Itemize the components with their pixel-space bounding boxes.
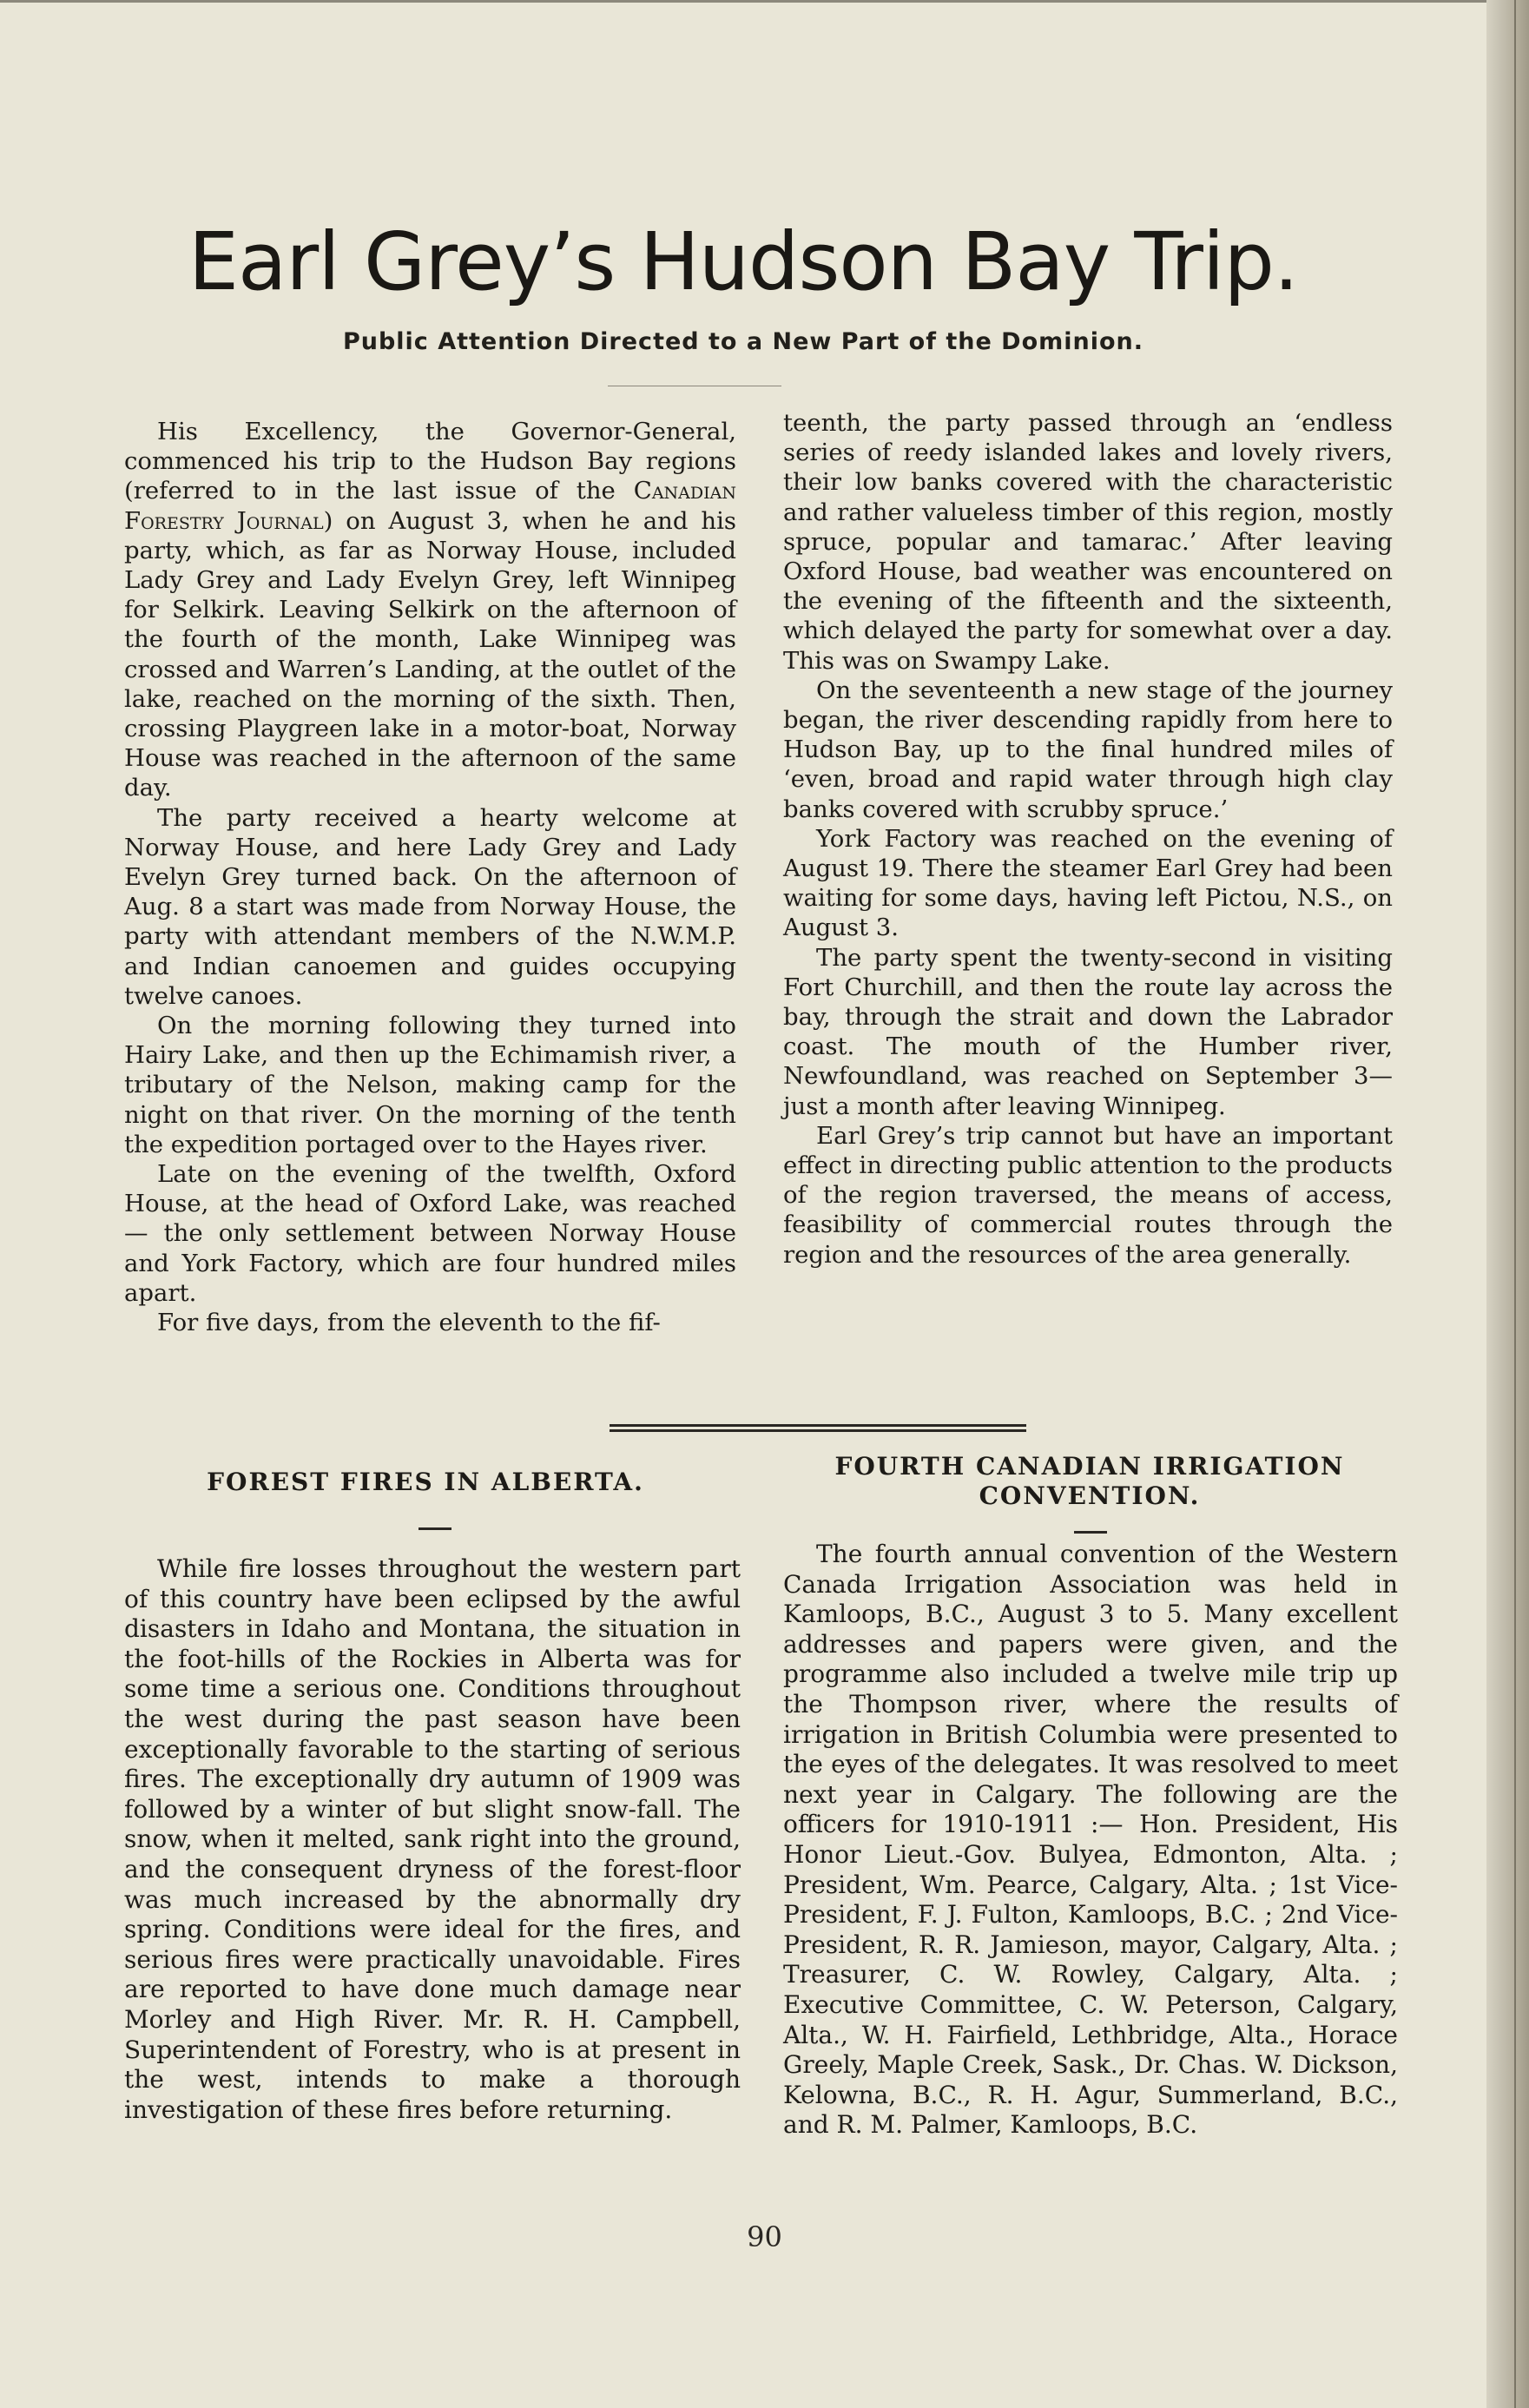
page-number: 90 (747, 2220, 782, 2253)
paragraph: The party spent the twenty-second in visiting Fort Churchill, and then the route lay across the bay, through the strait and down the Labrador coast. The mouth of the Humber river, Newfoundland, was reached on September 3—just a month after leaving Winnipeg. (783, 943, 1393, 1120)
top-rule (0, 0, 1529, 3)
page-edge-shadow (1486, 0, 1529, 2408)
paragraph: The fourth annual convention of the Western Canada Irrigation Association was held in Kamloops, B.C., August 3 to 5. Many excellent addresses and papers were given, and the programme also included a twelve mile trip up the Thompson river, where the results of irrigation in British Columbia were presented to the eyes of the delegates. It was resolved to meet next year in Calgary. The following are the officers for 1910-1911 :— Hon. President, His Honor Lieut.-Gov. Bulyea, Edmonton, Alta. ; President, Wm. Pearce, Calgary, Alta. ; 1st Vice-President, F. J. Fulton, Kamloops, B.C. ; 2nd Vice-President, R. R. Jamieson, mayor, Calgary, Alta. ; Treasurer, C. W. Rowley, Calgary, Alta. ; Executive Committee, C. W. Peterson, Calgary, Alta., W. H. Fairfield, Lethbridge, Alta., Horace Greely, Maple Creek, Sask., Dr. Chas. W. Dickson, Kelowna, B.C., R. H. Agur, Summerland, B.C., and R. M. Palmer, Kamloops, B.C. (783, 1540, 1398, 2140)
forest-fires-column (124, 1554, 741, 2125)
paragraph (124, 417, 736, 803)
paragraph: Earl Grey’s trip cannot but have an important effect in directing public attention to the products of the region traversed, the means of access, feasibility of commercial routes through the region and the resources of the area generally. (783, 1121, 1393, 1269)
paragraph: For five days, from the eleventh to the fif- (157, 1309, 661, 1337)
article-column-right (783, 408, 1393, 1270)
page-edge-line (1514, 0, 1516, 2408)
paragraph: The party received a hearty welcome at Norway House, and here Lady Grey and Lady Evelyn Grey turned back. On the afternoon of Aug. 8 a start was made from Norway House, the party with attendant members of the N.W.M.P. and Indian canoemen and guides occupying twelve canoes. (124, 803, 736, 1010)
article-column-left (124, 417, 736, 1337)
irrigation-heading: FOURTH CANADIAN IRRIGATION CONVENTION. (834, 1452, 1345, 1510)
heading-dash (418, 1527, 451, 1530)
paragraph: York Factory was reached on the evening of August 19. There the steamer Earl Grey had been waiting for some days, having left Pictou, N.S., on August 3. (783, 824, 1393, 942)
article-title: Earl Grey’s Hudson Bay Trip. (188, 215, 1299, 308)
paragraph: Late on the evening of the twelfth, Oxford House, at the head of Oxford Lake, was reached — the only settlement between Norway House and York Factory, which are four hundred miles apart. (124, 1160, 736, 1307)
paragraph: On the morning following they turned into Hairy Lake, and then up the Echimamish river, a tributary of the Nelson, making camp for the night on that river. On the morning of the tenth the expedition portaged over to the Hayes river. (124, 1012, 736, 1158)
paragraph: On the seventeenth a new stage of the journey began, the river descending rapidly from here to Hudson Bay, up to the final hundred miles of ‘even, broad and rapid water through high clay banks covered with scrubby spruce.’ (783, 676, 1393, 823)
paragraph-text: ) on August 3, when he and his party, which, as far as Norway House, included Lady Grey and Lady Evelyn Grey, left Winnipeg for Selkirk. Leaving Selkirk on the afternoon of the fourth of the month, Lake Winnipeg was crossed and Warren’s Landing, at the outlet of the lake, reached on the morning of the sixth. Then, crossing Playgreen lake in a motor-boat, Norway House was reached in the afternoon of the same day. (124, 506, 736, 802)
paragraph: teenth, the party passed through an ‘endless series of reedy islanded lakes and lovely rivers, their low banks covered with the characteristic and rather valueless timber of this region, mostly spruce, popular and tamarac.’ After leaving Oxford House, bad weather was encountered on the evening of the fifteenth and the sixteenth, which delayed the party for somewhat over a day. This was on Swampy Lake. (783, 409, 1393, 675)
section-divider (610, 1424, 1026, 1432)
forest-fires-heading: FOREST FIRES IN ALBERTA. (207, 1468, 644, 1496)
irrigation-column (783, 1540, 1398, 2141)
article-subtitle: Public Attention Directed to a New Part of the Dominion. (342, 328, 1144, 355)
paragraph-text: His Excellency, the Governor-General, commenced his trip to the Hudson Bay regions (referred to in the last issue of the (124, 418, 736, 505)
journal-name: Canadian Forestry Journal (124, 477, 736, 535)
heading-dash (1074, 1531, 1107, 1534)
paragraph: While fire losses throughout the western part of this country have been eclipsed by the awful disasters in Idaho and Montana, the situation in the foot-hills of the Rockies in Alberta was for some time a serious one. Conditions throughout the west during the past season have been exceptionally favorable to the starting of serious fires. The exceptionally dry autumn of 1909 was followed by a winter of but slight snow-fall. The snow, when it melted, sank right into the ground, and the consequent dryness of the forest-floor was much increased by the abnormally dry spring. Conditions were ideal for the fires, and serious fires were practically unavoidable. Fires are reported to have done much damage near Morley and High River. Mr. R. H. Campbell, Superintendent of Forestry, who is at present in the west, intends to make a thorough investigation of these fires before returning. (124, 1554, 741, 2124)
